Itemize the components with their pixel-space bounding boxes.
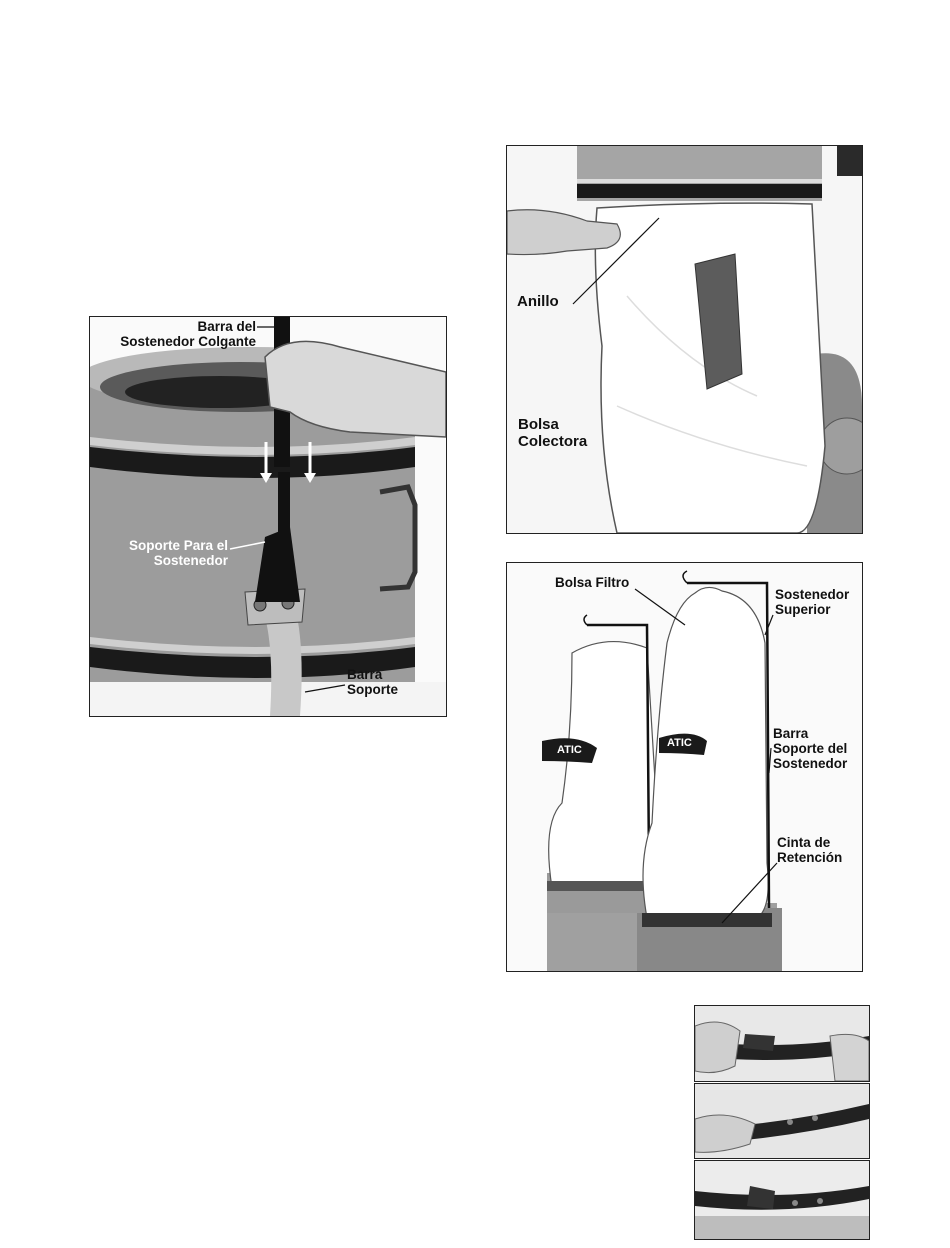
label-top-holder: Sostenedor Superior: [775, 587, 850, 617]
bag-logo-left: ATIC: [557, 744, 582, 756]
label-retention-strap: Cinta de Retención: [777, 835, 843, 865]
label-filter-bag: Bolsa Filtro: [555, 575, 630, 590]
figure-filter-bags-photo: [506, 562, 863, 972]
leader-lines: [507, 563, 862, 971]
figure-strap-step-3: [694, 1160, 870, 1240]
strap-step-1-illustration: [695, 1006, 869, 1081]
figure-strap-step-1: [694, 1005, 870, 1082]
label-holder-bracket: Soporte Para el Sostenedor: [128, 538, 228, 568]
leader-lines: [507, 146, 862, 533]
bag-logo-right: ATIC: [667, 737, 692, 749]
label-ring: Anillo: [517, 293, 559, 310]
figure-strap-step-2: [694, 1083, 870, 1159]
label-support-bar: Barra Soporte: [347, 667, 399, 697]
strap-step-2-illustration: [695, 1084, 869, 1158]
label-hanger-rod: Barra del Sostenedor Colgante: [120, 319, 256, 349]
label-holder-support-bar: Barra Soporte del Sostenedor: [773, 726, 848, 771]
strap-step-3-illustration: [695, 1161, 869, 1239]
figure-hanger-rod-photo: [89, 316, 447, 717]
figure-collector-bag-photo: [506, 145, 863, 534]
label-collector-bag: Bolsa Colectora: [518, 416, 588, 450]
leader-lines: [90, 317, 446, 716]
